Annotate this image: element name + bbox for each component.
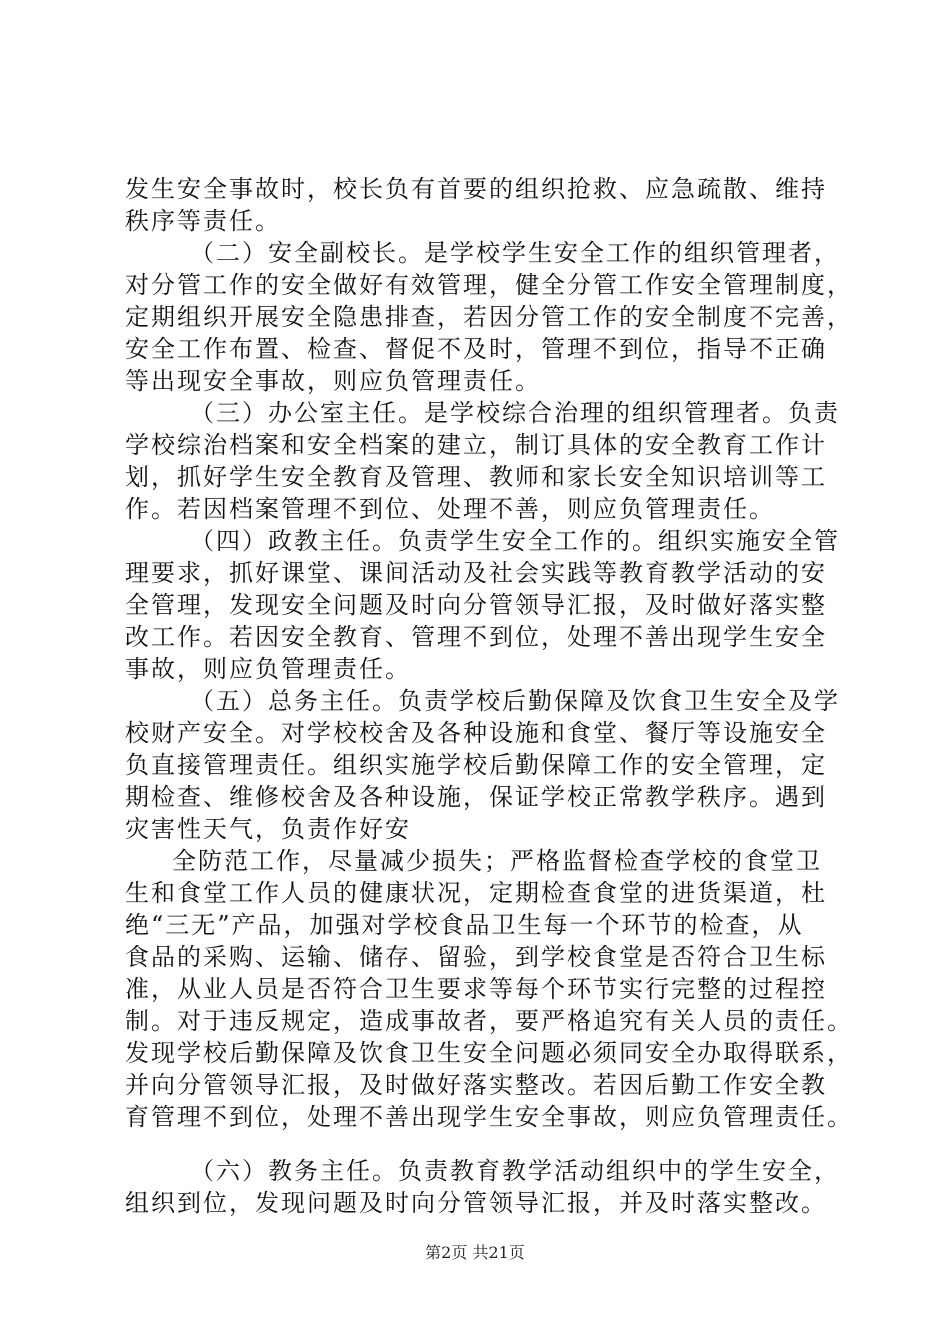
text-line: （四）政教主任。负责学生安全工作的。组织实施安全管 [190, 527, 840, 555]
text-line: 发生安全事故时，校长负有首要的组织抢救、应急疏散、维持 [125, 175, 827, 203]
text-line: 等出现安全事故，则应负管理责任。 [125, 367, 541, 395]
text-line: 生和食堂工作人员的健康状况，定期检查食堂的进货渠道，杜 [125, 879, 827, 907]
text-line: 划，抓好学生安全教育及管理、教师和家长安全知识培训等工 [125, 463, 827, 491]
text-line: 安全工作布置、检查、督促不及时，管理不到位，指导不正确 [125, 335, 827, 363]
text-line: 全防范工作，尽量减少损失；严格监督检查学校的食堂卫 [172, 847, 822, 875]
text-line: 准，从业人员是否符合卫生要求等每个环节实行完整的过程控 [125, 975, 827, 1003]
text-line: 负直接管理责任。组织实施学校后勤保障工作的安全管理，定 [125, 751, 827, 779]
text-line: 学校综治档案和安全档案的建立，制订具体的安全教育工作计 [125, 431, 827, 459]
text-line: （六）教务主任。负责教育教学活动组织中的学生安全， [190, 1157, 840, 1185]
text-line: 理要求，抓好课堂、课间活动及社会实践等教育教学活动的安 [125, 559, 827, 587]
text-line: 制。对于违反规定，造成事故者，要严格追究有关人员的责任。 [125, 1007, 853, 1035]
text-line: 作。若因档案管理不到位、处理不善，则应负管理责任。 [125, 495, 775, 523]
text-line: 全管理，发现安全问题及时向分管领导汇报，及时做好落实整 [125, 591, 827, 619]
text-line: 改工作。若因安全教育、管理不到位，处理不善出现学生安全 [125, 623, 827, 651]
text-line: 期检查、维修校舍及各种设施，保证学校正常教学秩序。遇到 [125, 783, 827, 811]
text-line: 对分管工作的安全做好有效管理，健全分管工作安全管理制度， [125, 271, 853, 299]
text-line: 事故，则应负管理责任。 [125, 655, 411, 683]
text-line: 灾害性天气，负责作好安 [125, 815, 411, 843]
text-line: 绝“三无”产品，加强对学校食品卫生每一个环节的检查，从 [125, 911, 804, 939]
text-line: 组织到位，发现问题及时向分管领导汇报，并及时落实整改。 [125, 1189, 827, 1217]
text-line: 发现学校后勤保障及饮食卫生安全问题必须同安全办取得联系， [125, 1039, 853, 1067]
text-line: 定期组织开展安全隐患排查，若因分管工作的安全制度不完善， [125, 303, 853, 331]
text-line: 并向分管领导汇报，及时做好落实整改。若因后勤工作安全教 [125, 1071, 827, 1099]
page-number: 第2页 共21页 [425, 1243, 525, 1262]
text-line: 育管理不到位，处理不善出现学生安全事故，则应负管理责任。 [125, 1103, 853, 1131]
text-line: （五）总务主任。负责学校后勤保障及饮食卫生安全及学 [190, 687, 840, 715]
text-line: （二）安全副校长。是学校学生安全工作的组织管理者， [190, 239, 840, 267]
text-line: 校财产安全。对学校校舍及各种设施和食堂、餐厅等设施安全 [125, 719, 827, 747]
text-line: （三）办公室主任。是学校综合治理的组织管理者。负责 [190, 399, 840, 427]
text-line: 秩序等责任。 [125, 207, 281, 235]
text-line: 食品的采购、运输、储存、留验，到学校食堂是否符合卫生标 [125, 943, 827, 971]
